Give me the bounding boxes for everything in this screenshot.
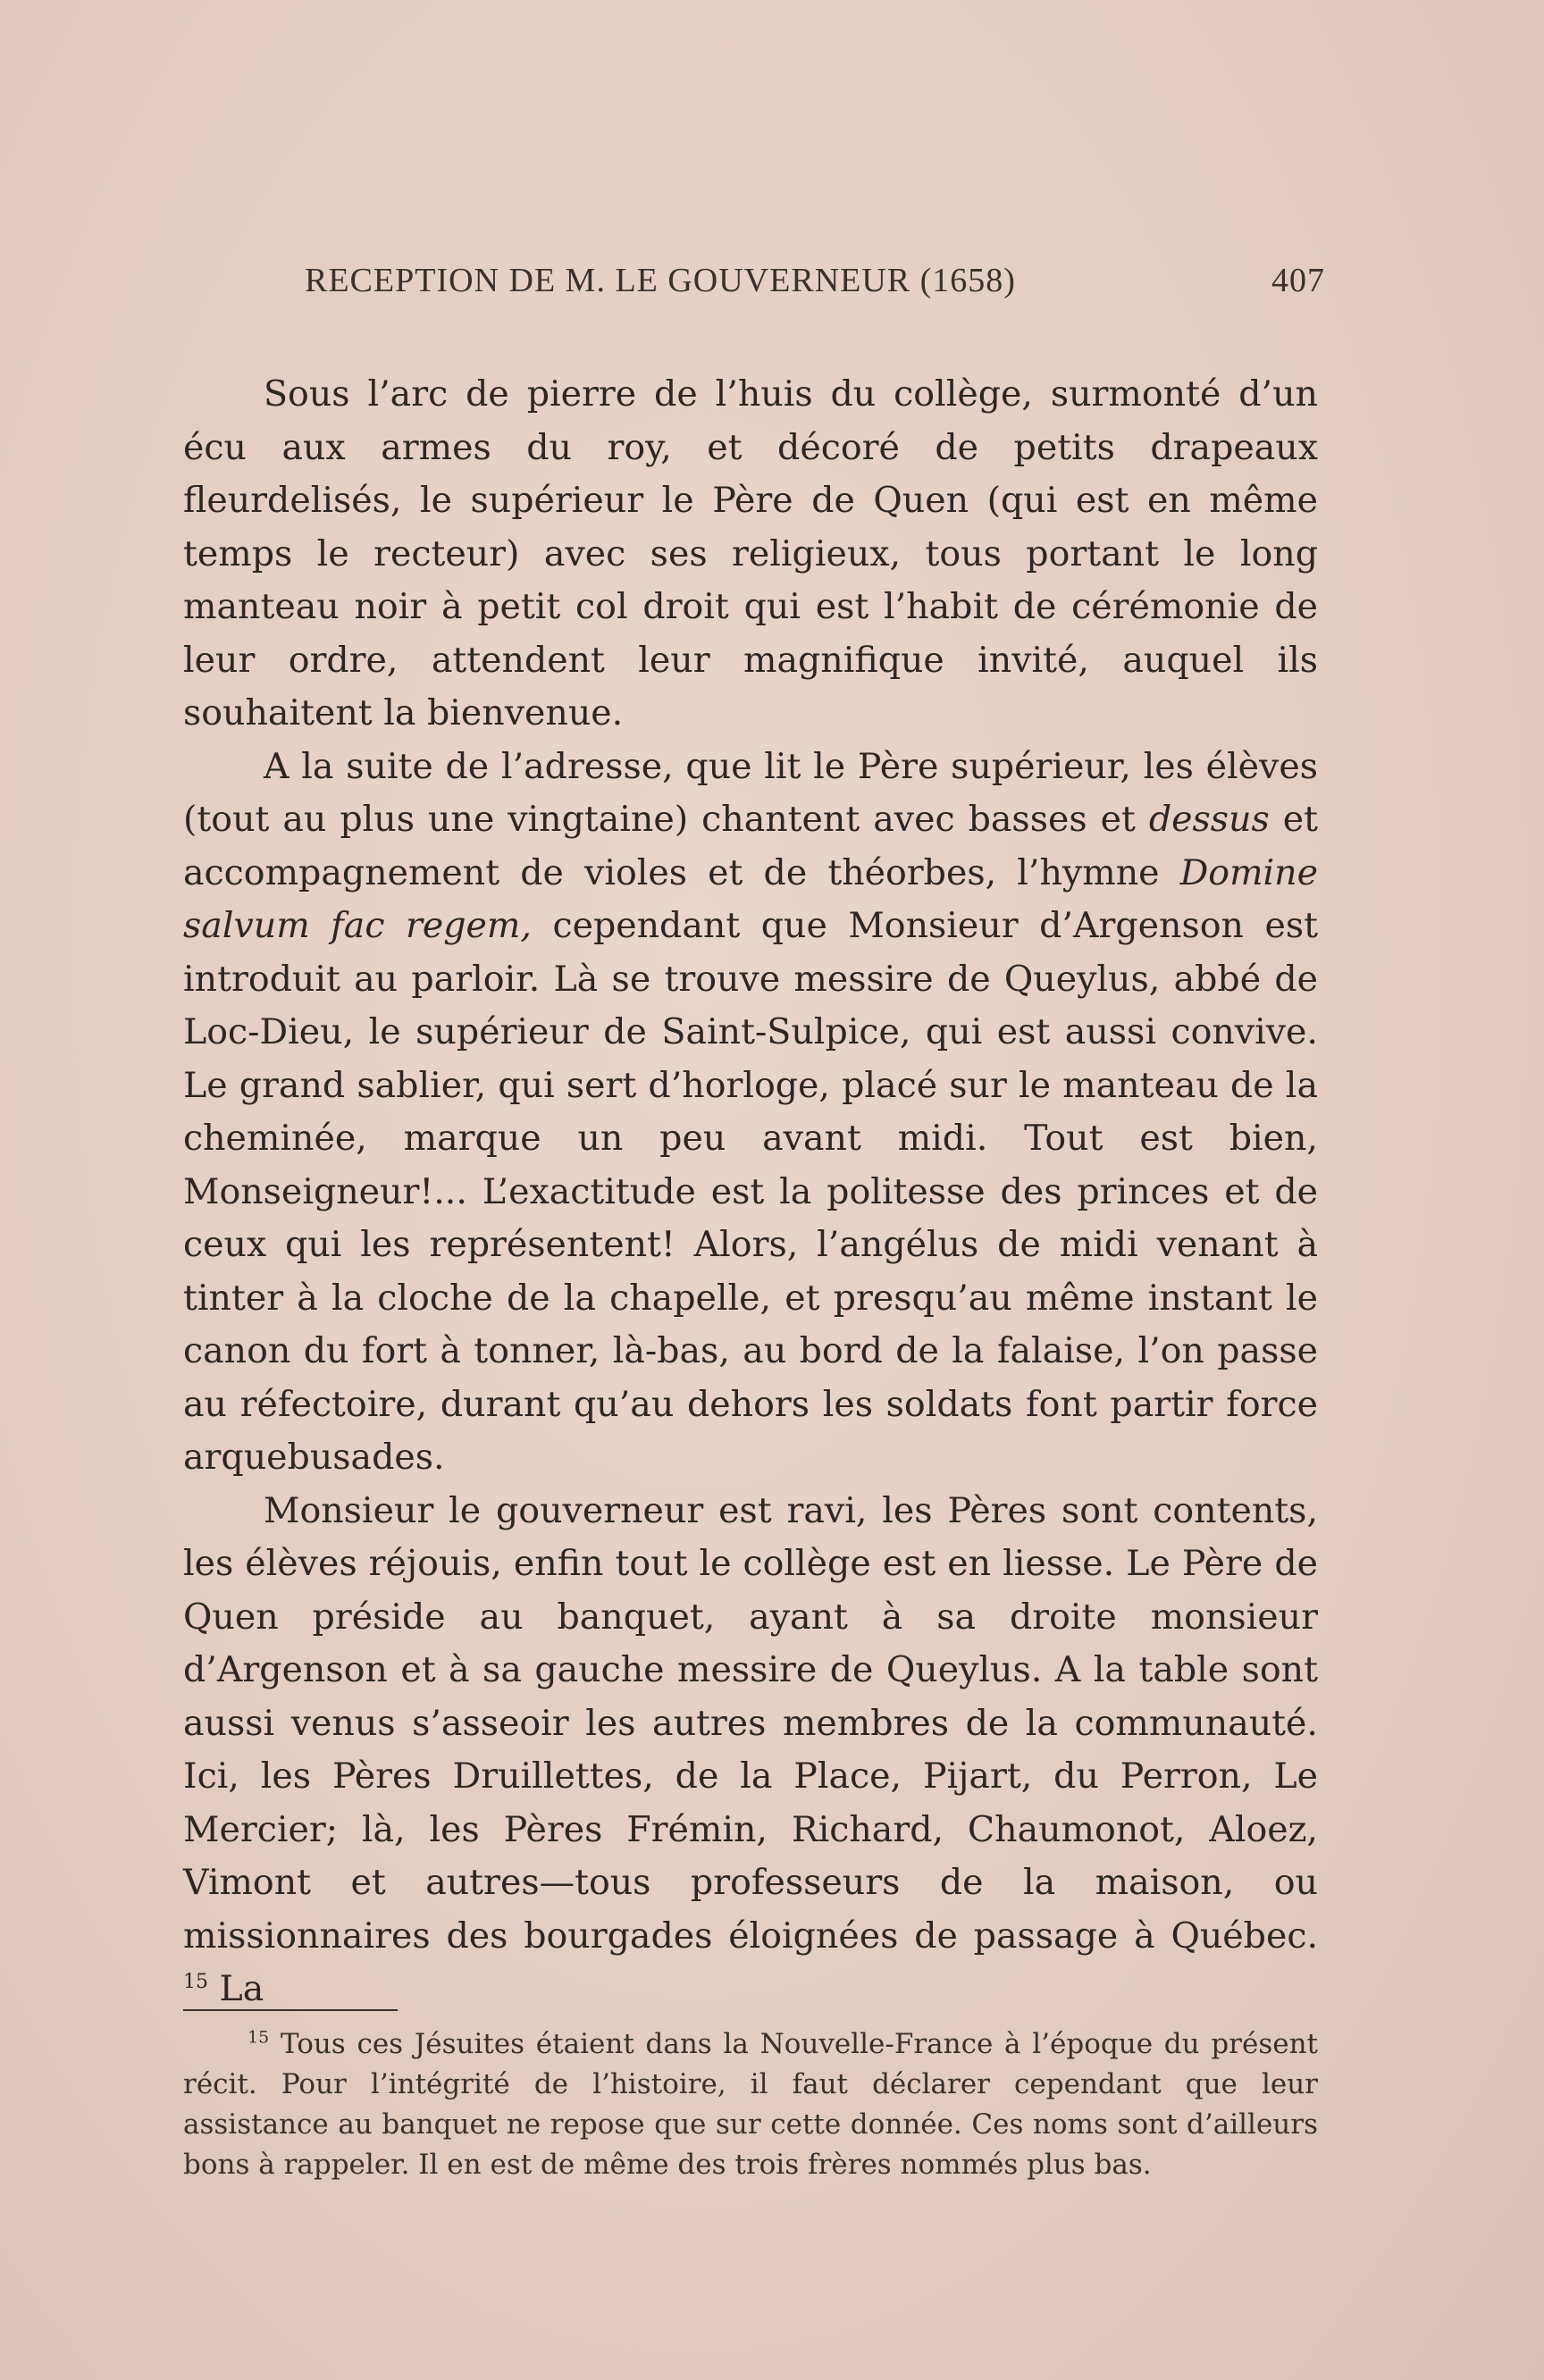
paragraph-1: Sous l’arc de pierre de l’huis du collège, surmonté d’un écu aux armes du roy, et décoré de petits drapeaux fleurdelisés, le supérieur le Père de Quen (qui est en même temps le recteur) avec ses religieux, tous portant le long manteau noir à petit col droit qui est l’habit de cérémonie de leur ordre, attendent leur magnifique invité, auquel ils souhaitent la bienvenue. bbox=[183, 373, 1318, 733]
paragraph-3-part-b: La bbox=[208, 1968, 264, 2009]
paragraph-2-part-c: cependant que Monsieur d’Argenson est introduit au parloir. Là se trouve messire de Queylus, abbé de Loc-Dieu, le supérieur de Saint-Sulpice, qui est aussi convive. Le grand sablier, qui sert d’horloge, placé sur le manteau de la cheminée, marque un peu avant midi. Tout est bien, Monseigneur!... L’exactitude est la politesse des princes et de ceux qui les représentent! Alors, l’angélus de midi venant à tinter à la cloche de la chapelle, et presqu’au même instant le canon du fort à tonner, là-bas, au bord de la falaise, l’on passe au réfectoire, durant qu’au dehors les soldats font partir force arquebusades. bbox=[183, 905, 1319, 1478]
footnote-text: Tous ces Jésuites étaient dans la Nouvelle-France à l’époque du présent récit. Pour l’intégrité de l’histoire, il faut déclarer cependant que leur assistance au banquet ne repose que sur cette donnée. Ces noms sont d’ailleurs bons à rappeler. Il en est de même des trois frères nommés plus bas. bbox=[183, 2028, 1318, 2181]
chapter-title: RECEPTION DE M. LE GOUVERNEUR (1658) bbox=[305, 262, 1016, 299]
page-number: 407 bbox=[1271, 262, 1325, 299]
paragraph-2 bbox=[183, 741, 1318, 1485]
main-text bbox=[183, 368, 1318, 2016]
italic-dessus: dessus bbox=[1148, 799, 1270, 840]
footnote-divider bbox=[183, 2009, 398, 2011]
italic-hymn-title: Domine salvum fac regem, bbox=[183, 851, 1318, 946]
running-header bbox=[183, 261, 1325, 307]
paragraph-2-part-a: A la suite de l’adresse, que lit le Père supérieur, les élèves (tout au plus une vingtaine) chantent avec basses et bbox=[183, 745, 1318, 840]
footnote-marker: 15 bbox=[248, 2027, 270, 2048]
footnote-reference: 15 bbox=[183, 1970, 208, 1993]
paragraph-2-part-b: et accompagnement de violes et de théorbes, l’hymne bbox=[183, 799, 1318, 893]
footnote bbox=[183, 2024, 1318, 2185]
paragraph-3-part-a: Monsieur le gouverneur est ravi, les Pères sont contents, les élèves réjouis, enfin tout le collège est en liesse. Le Père de Quen préside au banquet, ayant à sa droite monsieur d’Argenson et à sa gauche messire de Queylus. A la table sont aussi venus s’asseoir les autres membres de la communauté. Ici, les Pères Druillettes, de la Place, Pijart, du Perron, Le Mercier; là, les Pères Frémin, Richard, Chaumonot, Aloez, Vimont et autres—tous professeurs de la maison, ou missionnaires des bourgades éloignées de passage à Québec. bbox=[183, 1489, 1318, 1957]
paragraph-3 bbox=[183, 1485, 1318, 2016]
